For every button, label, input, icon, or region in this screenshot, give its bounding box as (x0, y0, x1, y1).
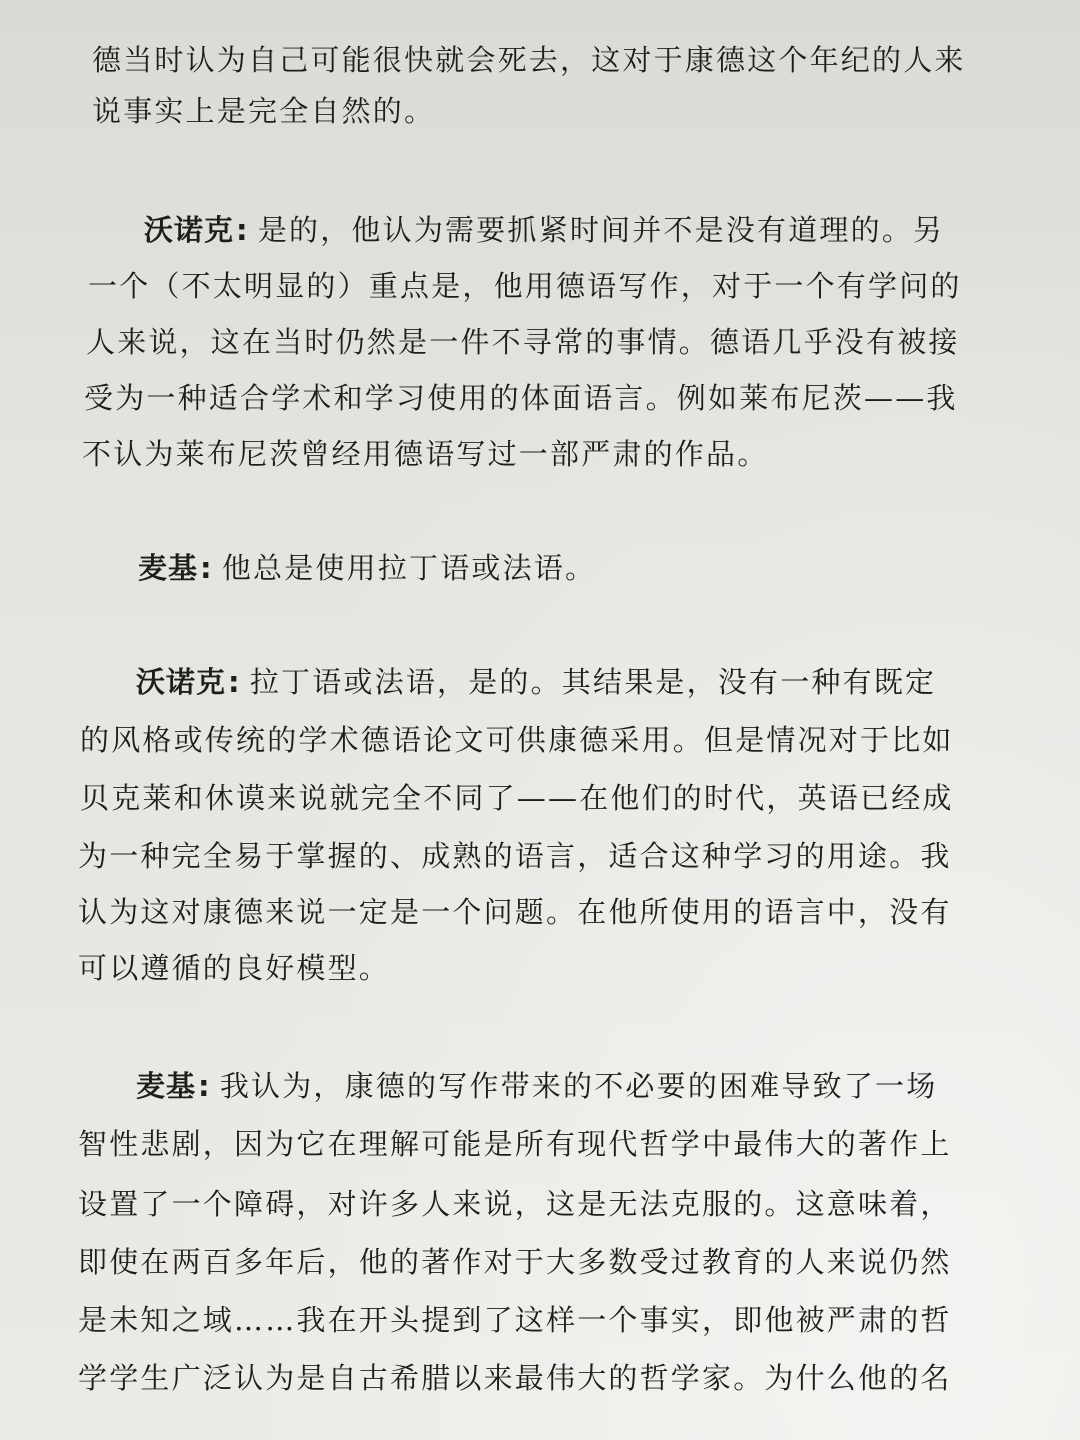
dialogue-first-line (136, 1066, 937, 1106)
dialogue-first-line (136, 662, 936, 702)
speaker-name: 沃诺克 (136, 665, 227, 699)
dialogue-first-line (144, 210, 944, 250)
text-line: 为一种完全易于掌握的、成熟的语言，适合这种学习的用途。我 (78, 839, 952, 873)
text-line: 智性悲剧，因为它在理解可能是所有现代哲学中最伟大的著作上 (78, 1127, 952, 1161)
speaker-name: 沃诺克 (144, 213, 235, 247)
text-line: 的风格或传统的学术德语论文可供康德采用。但是情况对于比如 (80, 723, 954, 757)
text-segment: 他总是使用拉丁语或法语。 (221, 551, 597, 585)
text-line: 学学生广泛认为是自古希腊以来最伟大的哲学家。为什么他的名 (78, 1361, 952, 1395)
text-line: 认为这对康德来说一定是一个问题。在他所使用的语言中，没有 (78, 895, 952, 929)
text-segment: 是的，他认为需要抓紧时间并不是没有道理的。另 (257, 213, 945, 247)
text-line: 受为一种适合学术和学习使用的体面语言。例如莱布尼茨——我 (84, 381, 958, 415)
text-segment: 我认为，康德的写作带来的不必要的困难导致了一场 (219, 1069, 938, 1103)
text-line: 一个（不太明显的）重点是，他用德语写作，对于一个有学问的 (88, 269, 962, 303)
speaker-colon: : (236, 213, 250, 247)
speaker-colon: : (228, 665, 242, 699)
speaker-name: 麦基 (136, 1069, 197, 1103)
text-line: 说事实上是完全自然的。 (92, 94, 436, 128)
speaker-name: 麦基 (138, 551, 199, 585)
text-line: 不认为莱布尼茨曾经用德语写过一部严肃的作品。 (82, 437, 769, 471)
text-line: 是未知之域……我在开头提到了这样一个事实，即他被严肃的哲 (78, 1303, 952, 1337)
text-line: 德当时认为自己可能很快就会死去，这对于康德这个年纪的人来 (92, 43, 966, 77)
dialogue-first-line (138, 548, 596, 588)
speaker-colon: : (200, 551, 214, 585)
text-line: 贝克莱和休谟来说就完全不同了——在他们的时代，英语已经成 (80, 781, 954, 815)
text-segment: 拉丁语或法语，是的。其结果是，没有一种有既定 (249, 665, 937, 699)
text-line: 设置了一个障碍，对许多人来说，这是无法克服的。这意味着， (78, 1187, 952, 1221)
speaker-colon: : (198, 1069, 212, 1103)
text-line: 即使在两百多年后，他的著作对于大多数受过教育的人来说仍然 (78, 1245, 952, 1279)
text-line: 可以遵循的良好模型。 (78, 951, 391, 985)
text-line: 人来说，这在当时仍然是一件不寻常的事情。德语几乎没有被接 (86, 325, 960, 359)
